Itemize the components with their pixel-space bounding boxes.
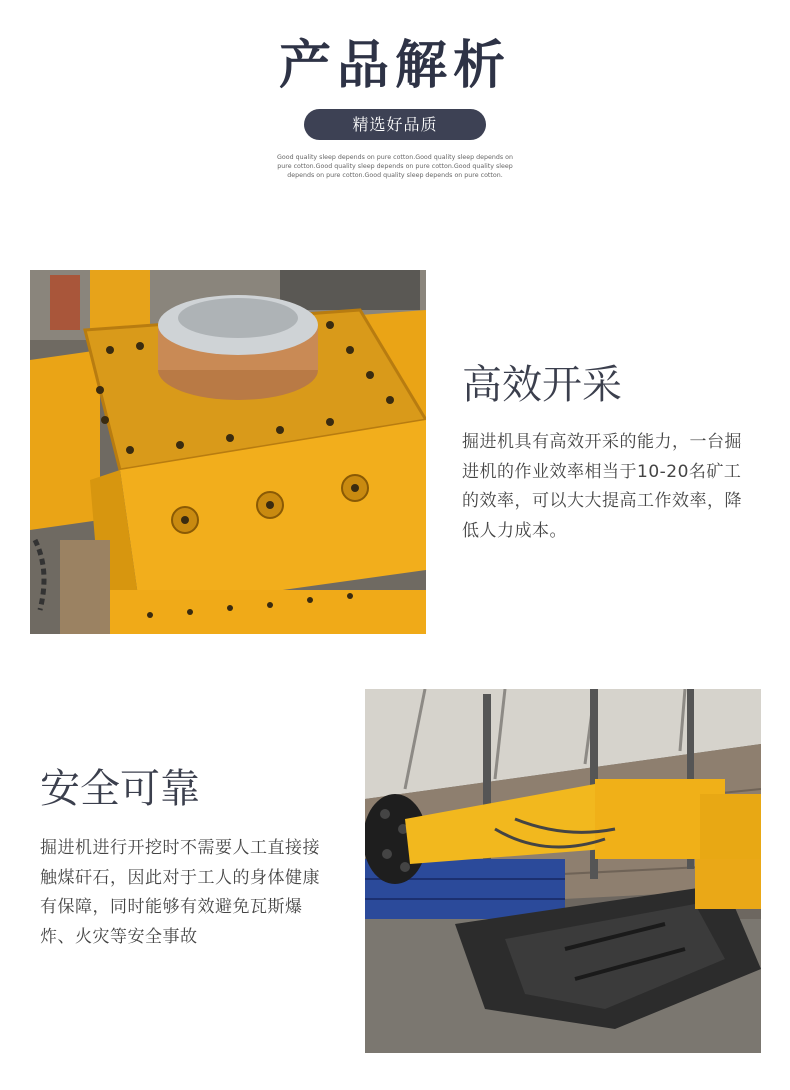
section-body-safety: 掘进机进行开挖时不需要人工直接接触煤矸石，因此对于工人的身体健康有保障，同时能够有效避免瓦斯爆炸、火灾等安全事故 <box>40 838 320 947</box>
page-title: 产品解析 <box>278 35 511 96</box>
gearbox-photo <box>30 270 426 634</box>
tagline-text: Good quality sleep depends on pure cotton.Good quality sleep depends on pure cotton.Good quality sleep depends on pure cotton.Good quality sleep depends on pure cotton.Good quality sleep depends on pure cotton. <box>277 154 513 179</box>
roadheader-photo <box>365 689 761 1053</box>
subtitle-badge: 精选好品质 <box>304 109 486 140</box>
section-body-efficiency: 掘进机具有高效开采的能力，一台掘进机的作业效率相当于10-20名矿工的效率，可以大大提高工作效率，降低人力成本。 <box>462 432 742 541</box>
section-title-efficiency: 高效开采 <box>462 362 622 408</box>
section-title-safety: 安全可靠 <box>40 766 200 812</box>
